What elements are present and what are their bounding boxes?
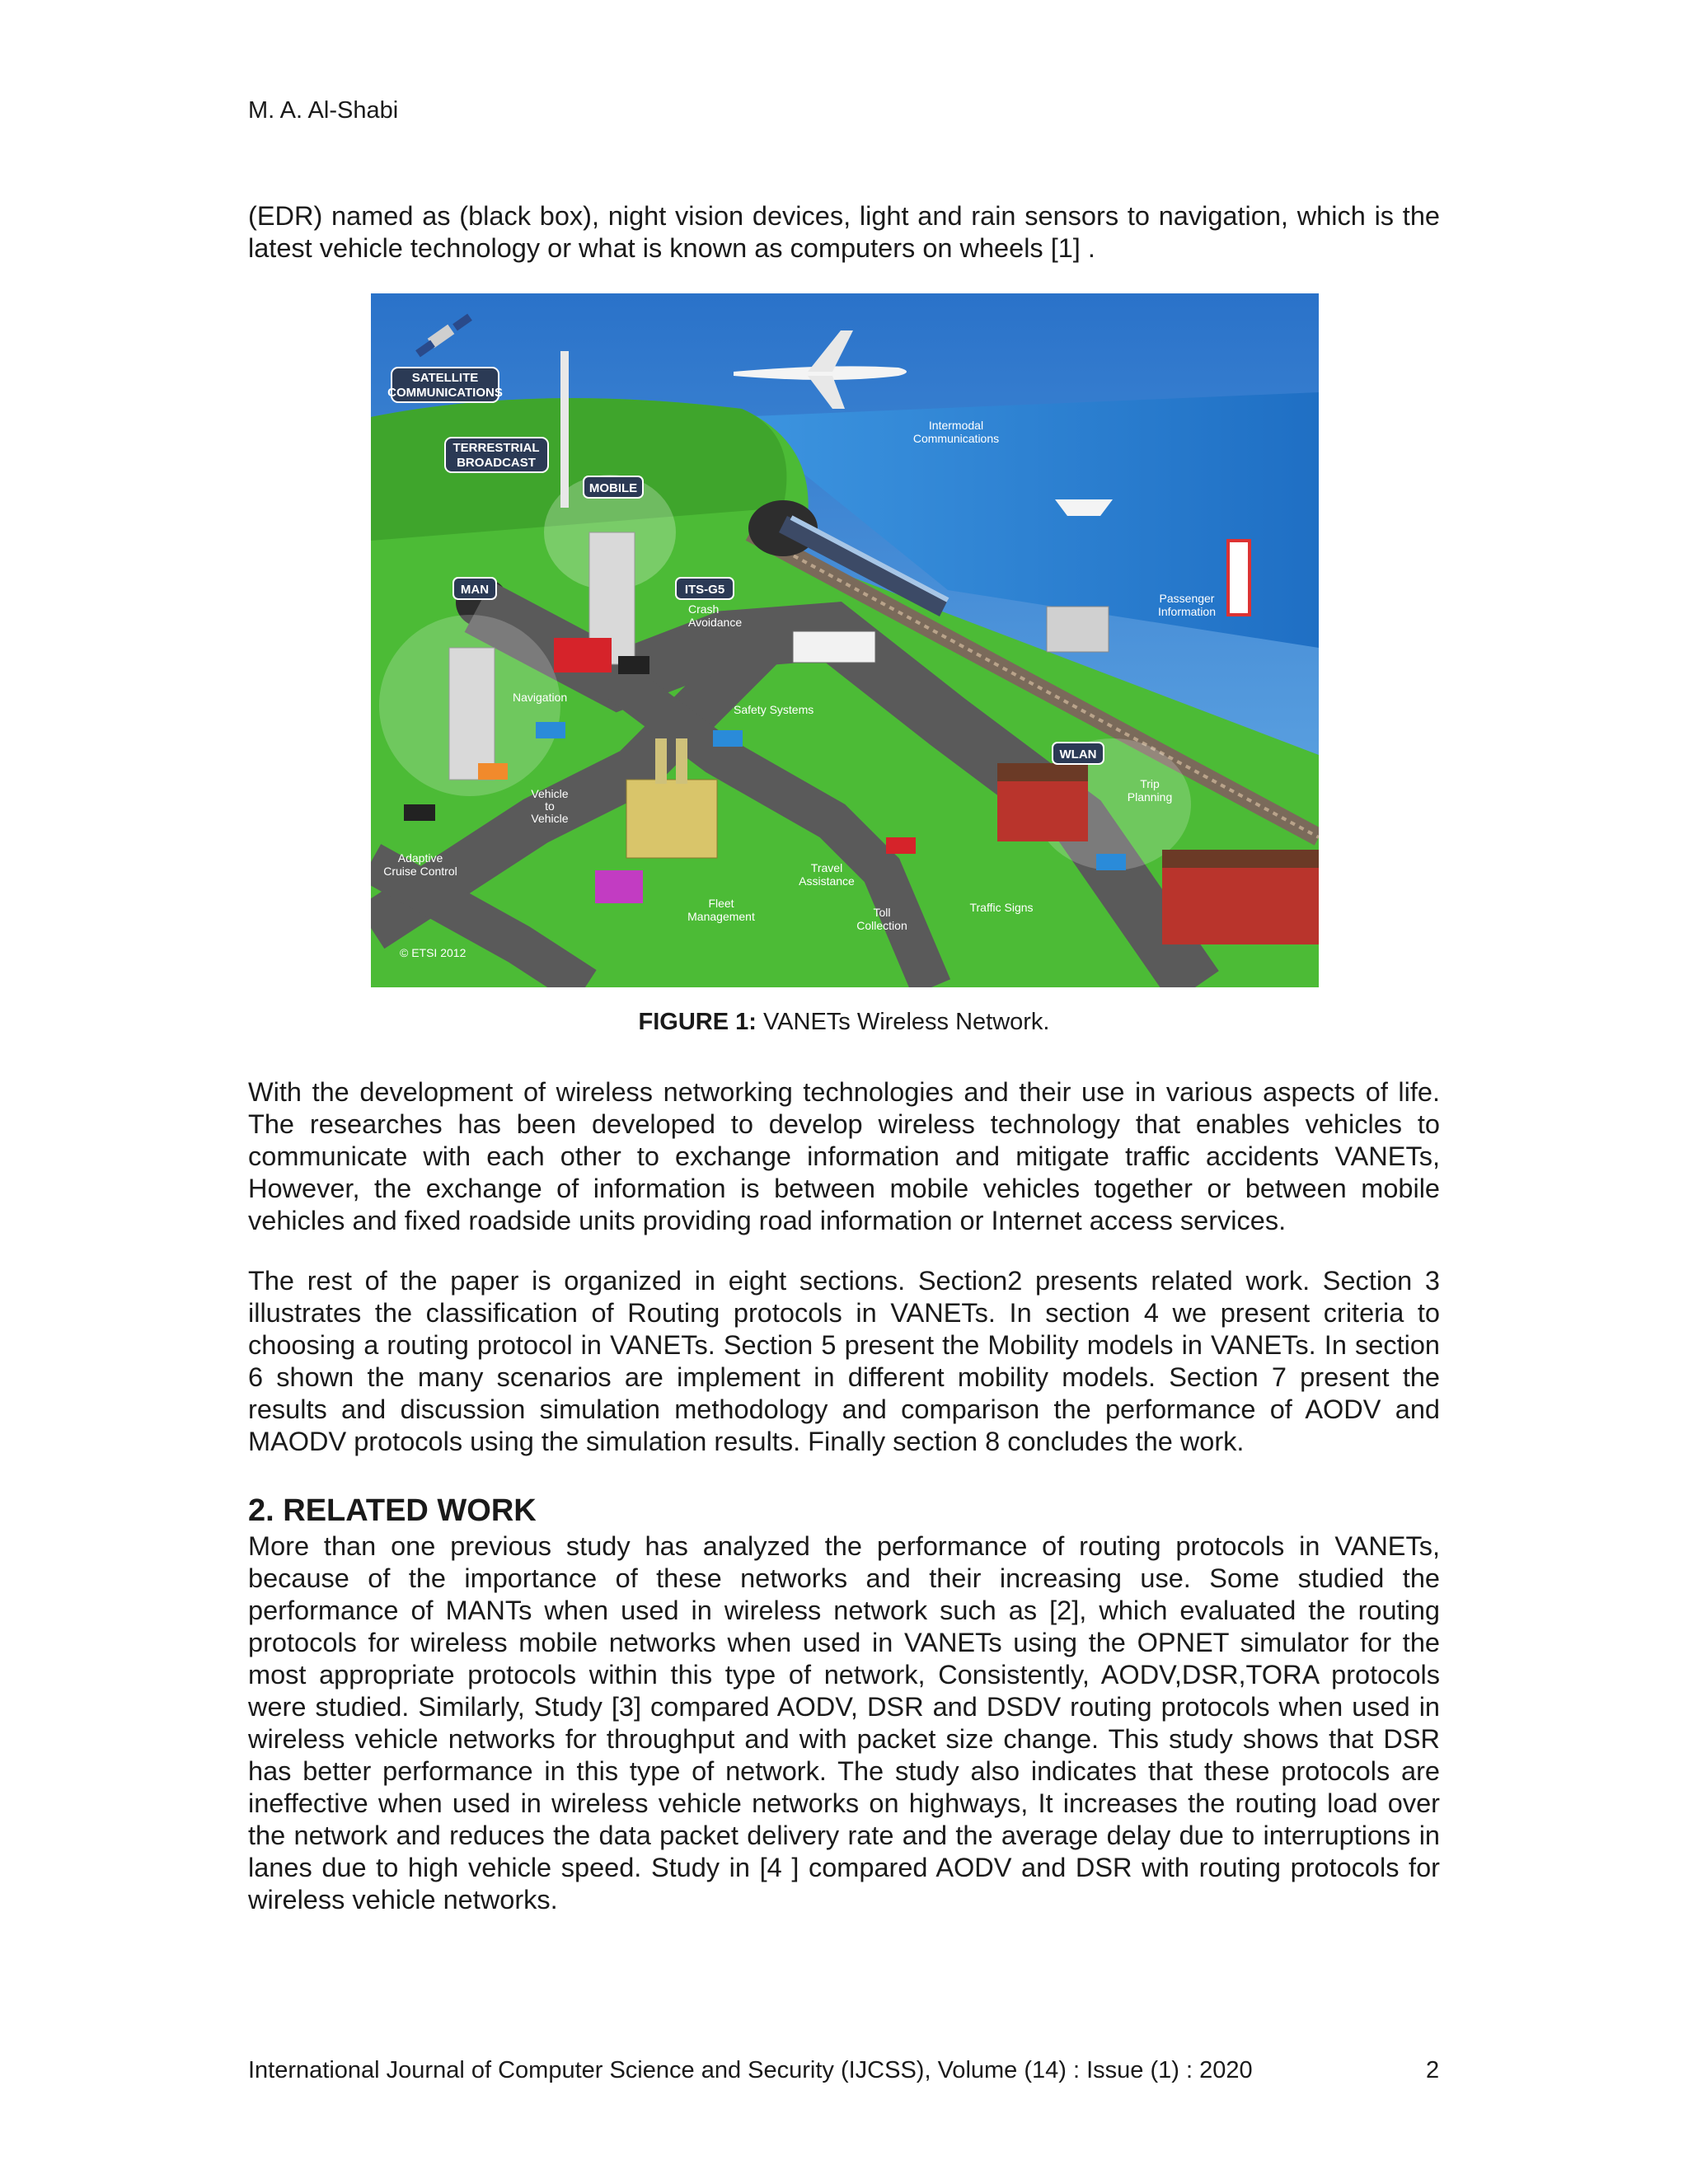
car-orange [478, 763, 508, 780]
label-itsg5 [676, 578, 734, 599]
station-building [1047, 607, 1109, 652]
car-blue-3 [1096, 854, 1126, 870]
svg-text:COMMUNICATIONS: COMMUNICATIONS [387, 386, 503, 400]
label-trip-1: Trip [1140, 777, 1160, 790]
figure-caption-label: FIGURE 1: [638, 1009, 757, 1035]
label-v2v-2: to [545, 799, 555, 813]
houses-cluster-1 [997, 763, 1088, 841]
car-black-2 [404, 804, 435, 821]
paragraph-organization: The rest of the paper is organized in eight sections. Section2 presents related work. Section 3 illustrates the classification of Routing protocols in VANETs. In section 4 we present criteria to choosing a routing protocol in VANETs. Section 5 present the Mobility models in VANETs. In section 6 shown the many scenarios are implement in different mobility models. Section 7 present the results and discussion simulation methodology and comparison the performance of AODV and MAODV protocols using the simulation results. Finally section 8 concludes the work. [248, 1266, 1440, 1456]
label-fleet-1: Fleet [708, 897, 734, 910]
svg-text:TERRESTRIAL: TERRESTRIAL [452, 441, 540, 455]
label-toll-2: Collection [856, 919, 907, 932]
car-blue [536, 722, 565, 738]
label-toll-1: Toll [873, 906, 891, 919]
label-acc-2: Cruise Control [383, 865, 457, 878]
label-terrestrial [445, 438, 548, 472]
man-building [449, 648, 495, 780]
label-traffic-signs: Traffic Signs [969, 901, 1034, 914]
label-safety-systems: Safety Systems [734, 703, 814, 716]
factory [626, 780, 717, 858]
svg-text:WLAN: WLAN [1059, 748, 1097, 762]
label-wlan [1053, 743, 1104, 764]
paragraph-intro-continuation: (EDR) named as (black box), night vision devices, light and rain sensors to navigation, which is the latest vehicle technology or what is known as computers on wheels [1] . [248, 201, 1440, 263]
running-header-author: M. A. Al-Shabi [248, 97, 399, 124]
lighthouse [1228, 541, 1250, 615]
svg-text:BROADCAST: BROADCAST [457, 456, 536, 470]
label-acc-1: Adaptive [397, 851, 443, 865]
svg-text:MAN: MAN [460, 583, 490, 597]
figure-caption [0, 1009, 1688, 1036]
label-passenger-1: Passenger [1159, 592, 1215, 605]
label-crash-avoidance-1: Crash [688, 602, 720, 616]
label-navigation: Navigation [513, 691, 568, 704]
footer-journal: International Journal of Computer Science and Security (IJCSS), Volume (14) : Issue (1) : 2020 [248, 2057, 1253, 2083]
page-number: 2 [1426, 2057, 1440, 2083]
label-fleet-2: Management [687, 910, 755, 923]
factory-chimney [655, 738, 667, 784]
label-travel-2: Assistance [799, 874, 855, 888]
bus [793, 631, 875, 663]
houses-cluster-2 [1162, 850, 1319, 944]
svg-text:ITS-G5: ITS-G5 [684, 583, 725, 597]
figure-vanets-illustration [371, 293, 1319, 987]
label-v2v-3: Vehicle [531, 812, 569, 825]
paragraph-development: With the development of wireless networking technologies and their use in various aspects of life. The researches has been developed to develop wireless technology that enables vehicles to communicate with each other to exchange information and mitigate traffic accidents VANETs, However, the exchange of information is between mobile vehicles together or between mobile vehicles and fixed roadside units providing road information or Internet access services. [248, 1077, 1440, 1235]
truck-red [554, 638, 612, 673]
label-trip-2: Planning [1127, 790, 1173, 804]
paragraph-related-work: More than one previous study has analyzed the performance of routing protocols in VANETs, because of the importance of these networks and their increasing use. Some studied the performance of MANTs when used in wireless network such as [2], which evaluated the routing protocols for wireless mobile networks when used in VANETs using the OPNET simulator for the most appropriate protocols within this type of network, Consistently, AODV,DSR,TORA protocols were studied. Similarly, Study [3] compared AODV, DSR and DSDV routing protocols when used in wireless vehicle networks for throughput and with packet size change. This study shows that DSR has better performance in this type of network. The study also indicates that these protocols are ineffective when used in wireless vehicle networks on highways, It increases the routing load over the network and reduces the data packet delivery rate and the average delay due to interruptions in lanes due to high vehicle speed. Study in [4 ] compared AODV and DSR with routing protocols for wireless vehicle networks. [248, 1531, 1440, 1915]
label-man [453, 578, 496, 599]
label-mobile [584, 476, 643, 498]
svg-text:MOBILE: MOBILE [588, 481, 638, 495]
label-satellite [387, 368, 503, 402]
label-travel-1: Travel [810, 861, 843, 874]
car-black [618, 656, 649, 674]
label-intermodal-1: Intermodal [928, 419, 984, 432]
car-blue-2 [713, 730, 743, 747]
label-v2v-1: Vehicle [531, 787, 569, 800]
label-copyright: © ETSI 2012 [400, 946, 467, 959]
figure-caption-text: VANETs Wireless Network. [756, 1009, 1050, 1035]
car-red [886, 837, 916, 854]
broadcast-tower [560, 351, 569, 508]
label-passenger-2: Information [1157, 605, 1217, 618]
svg-text:SATELLITE: SATELLITE [411, 371, 479, 385]
label-intermodal-2: Communications [912, 432, 1000, 445]
factory-chimney [676, 738, 687, 784]
section-heading-related-work: 2. RELATED WORK [248, 1493, 537, 1528]
label-crash-avoidance-2: Avoidance [688, 616, 743, 629]
truck-magenta [595, 870, 643, 903]
